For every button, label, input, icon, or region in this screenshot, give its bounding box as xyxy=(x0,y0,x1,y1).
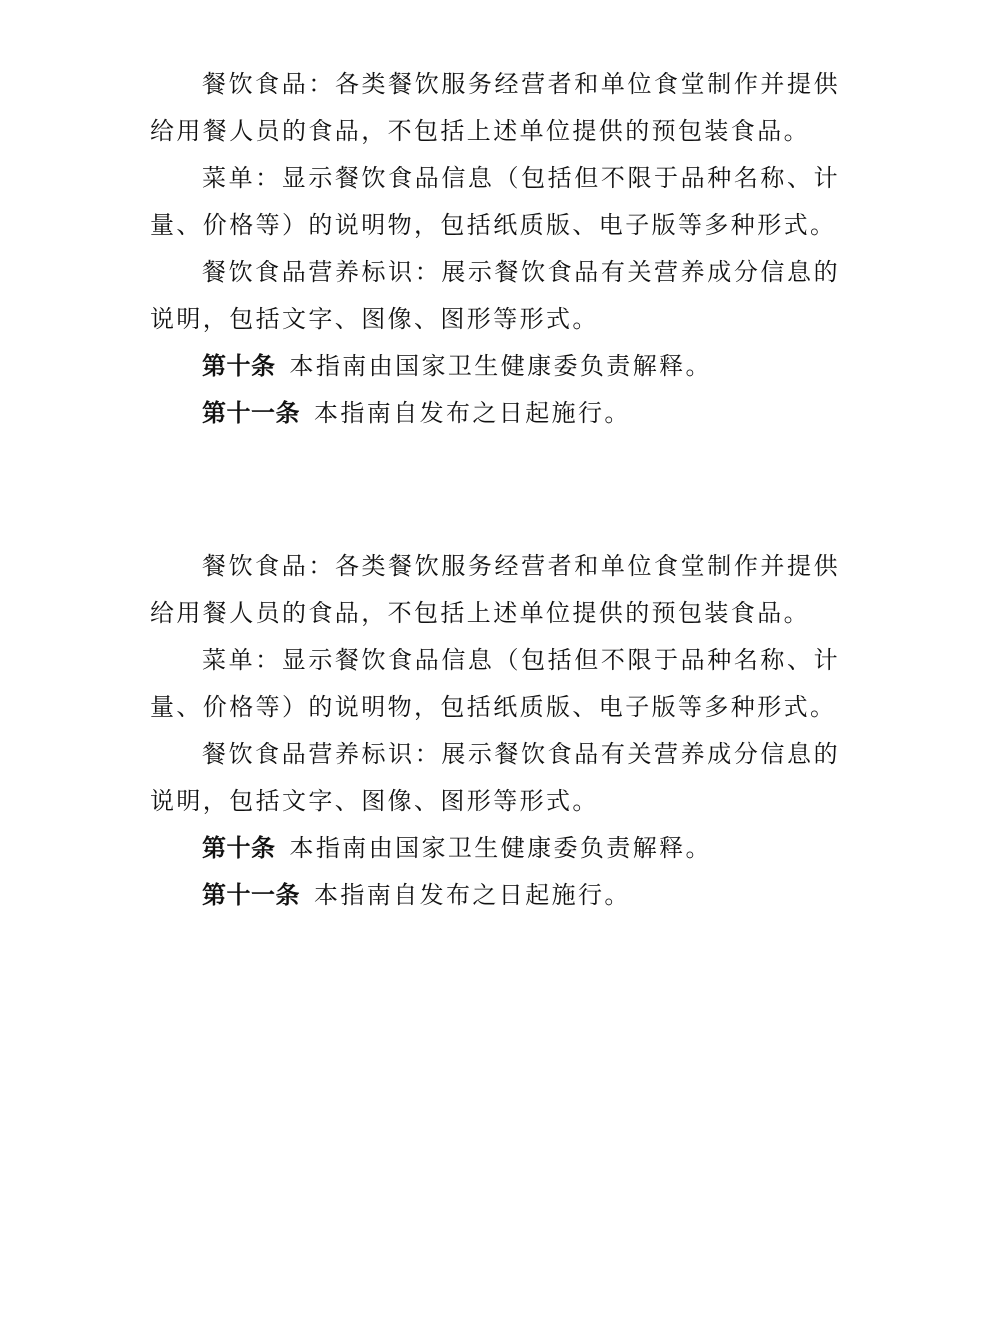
text-block-1 xyxy=(150,61,840,437)
article-11 xyxy=(150,390,840,437)
text-block-2 xyxy=(150,543,840,919)
article-10 xyxy=(150,825,840,872)
definition-menu: 菜单：显示餐饮食品信息（包括但不限于品种名称、计量、价格等）的说明物，包括纸质版、电子版等多种形式。 xyxy=(150,646,840,721)
article-text: 本指南由国家卫生健康委负责解释。 xyxy=(289,834,712,862)
article-heading: 第十一条 xyxy=(202,881,300,909)
article-text: 本指南由国家卫生健康委负责解释。 xyxy=(289,352,712,380)
definition-catering-food: 餐饮食品：各类餐饮服务经营者和单位食堂制作并提供给用餐人员的食品，不包括上述单位提供的预包装食品。 xyxy=(150,552,840,627)
article-11 xyxy=(150,872,840,919)
article-heading: 第十条 xyxy=(202,834,276,862)
article-text: 本指南自发布之日起施行。 xyxy=(314,399,631,427)
definition-nutrition-label: 餐饮食品营养标识：展示餐饮食品有关营养成分信息的说明，包括文字、图像、图形等形式。 xyxy=(150,740,840,815)
definition-menu: 菜单：显示餐饮食品信息（包括但不限于品种名称、计量、价格等）的说明物，包括纸质版、电子版等多种形式。 xyxy=(150,164,840,239)
article-10 xyxy=(150,343,840,390)
article-heading: 第十条 xyxy=(202,352,276,380)
article-text: 本指南自发布之日起施行。 xyxy=(314,881,631,909)
definition-catering-food: 餐饮食品：各类餐饮服务经营者和单位食堂制作并提供给用餐人员的食品，不包括上述单位提供的预包装食品。 xyxy=(150,70,840,145)
article-heading: 第十一条 xyxy=(202,399,300,427)
definition-nutrition-label: 餐饮食品营养标识：展示餐饮食品有关营养成分信息的说明，包括文字、图像、图形等形式。 xyxy=(150,258,840,333)
